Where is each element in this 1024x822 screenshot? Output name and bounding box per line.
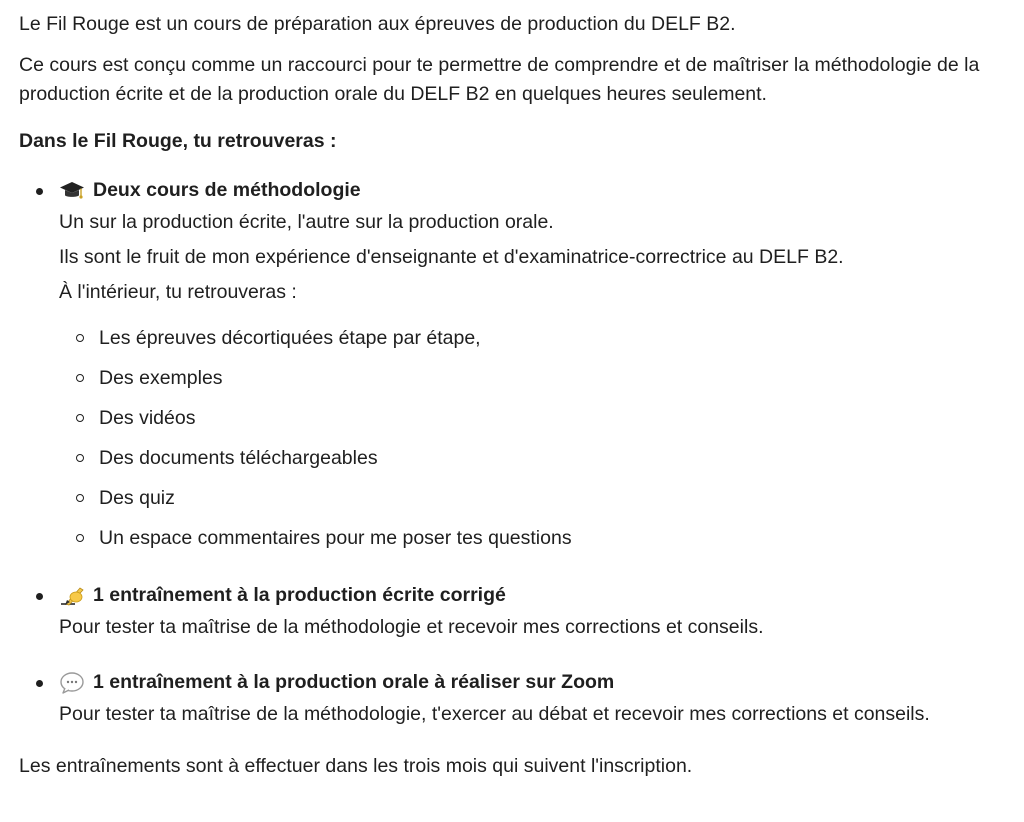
list-item [19, 669, 1014, 732]
sub-list-item-text: Des vidéos [99, 406, 196, 429]
bullet-circle [76, 374, 84, 382]
sub-list-item [59, 358, 1014, 398]
writing-hand-icon [59, 584, 85, 608]
item-title [59, 669, 1014, 697]
bullet-circle [76, 334, 84, 342]
section-heading: Dans le Fil Rouge, tu retrouveras : [19, 130, 337, 153]
bullet-dot [36, 680, 43, 687]
sub-list-item [59, 318, 1014, 358]
item-title [59, 177, 1014, 205]
features-list [19, 177, 1014, 732]
intro-paragraph: Le Fil Rouge est un cours de préparation aux épreuves de production du DELF B2. [19, 13, 736, 35]
sub-list-item-text: Des quiz [99, 486, 175, 509]
item-title-text: Deux cours de méthodologie [93, 179, 361, 202]
speech-bubble-icon [59, 671, 85, 695]
sub-list-item [59, 438, 1014, 478]
graduation-cap-icon [59, 179, 85, 203]
sub-list-item-text: Un espace commentaires pour me poser tes questions [99, 526, 572, 549]
bullet-dot [36, 188, 43, 195]
bullet-circle [76, 534, 84, 542]
footer-note: Les entraînements sont à effectuer dans les trois mois qui suivent l'inscription. [19, 754, 693, 777]
item-title-text: 1 entraînement à la production orale à réaliser sur Zoom [93, 671, 615, 694]
bullet-circle [76, 494, 84, 502]
sub-list-item-text: Les épreuves décortiquées étape par étape, [99, 326, 481, 349]
item-description-line: Pour tester ta maîtrise de la méthodologie et recevoir mes corrections et conseils. [59, 615, 764, 638]
sub-list-item-text: Des exemples [99, 366, 223, 389]
item-description-line: Ils sont le fruit de mon expérience d'enseignante et d'examinatrice-correctrice au DELF B2. [59, 245, 844, 268]
sub-list-item [59, 398, 1014, 438]
sub-list-item-text: Des documents téléchargeables [99, 446, 378, 469]
course-description [19, 12, 1014, 779]
list-item [19, 177, 1014, 558]
list-item [19, 582, 1014, 645]
item-description-line: À l'intérieur, tu retrouveras : [59, 280, 297, 303]
description-paragraph: Ce cours est conçu comme un raccourci pour te permettre de comprendre et de maîtriser la méthodologie de la production écrite et de la production orale du DELF B2 en quelques heures seulement. [19, 54, 980, 106]
item-description-line: Pour tester ta maîtrise de la méthodologie, t'exercer au débat et recevoir mes corrections et conseils. [59, 702, 930, 725]
sub-list-item [59, 518, 1014, 558]
bullet-circle [76, 414, 84, 422]
item-title [59, 582, 1014, 610]
sub-list [59, 318, 1014, 558]
bullet-circle [76, 454, 84, 462]
bullet-dot [36, 593, 43, 600]
item-title-text: 1 entraînement à la production écrite corrigé [93, 584, 506, 607]
item-description-line: Un sur la production écrite, l'autre sur la production orale. [59, 210, 554, 233]
sub-list-item [59, 478, 1014, 518]
